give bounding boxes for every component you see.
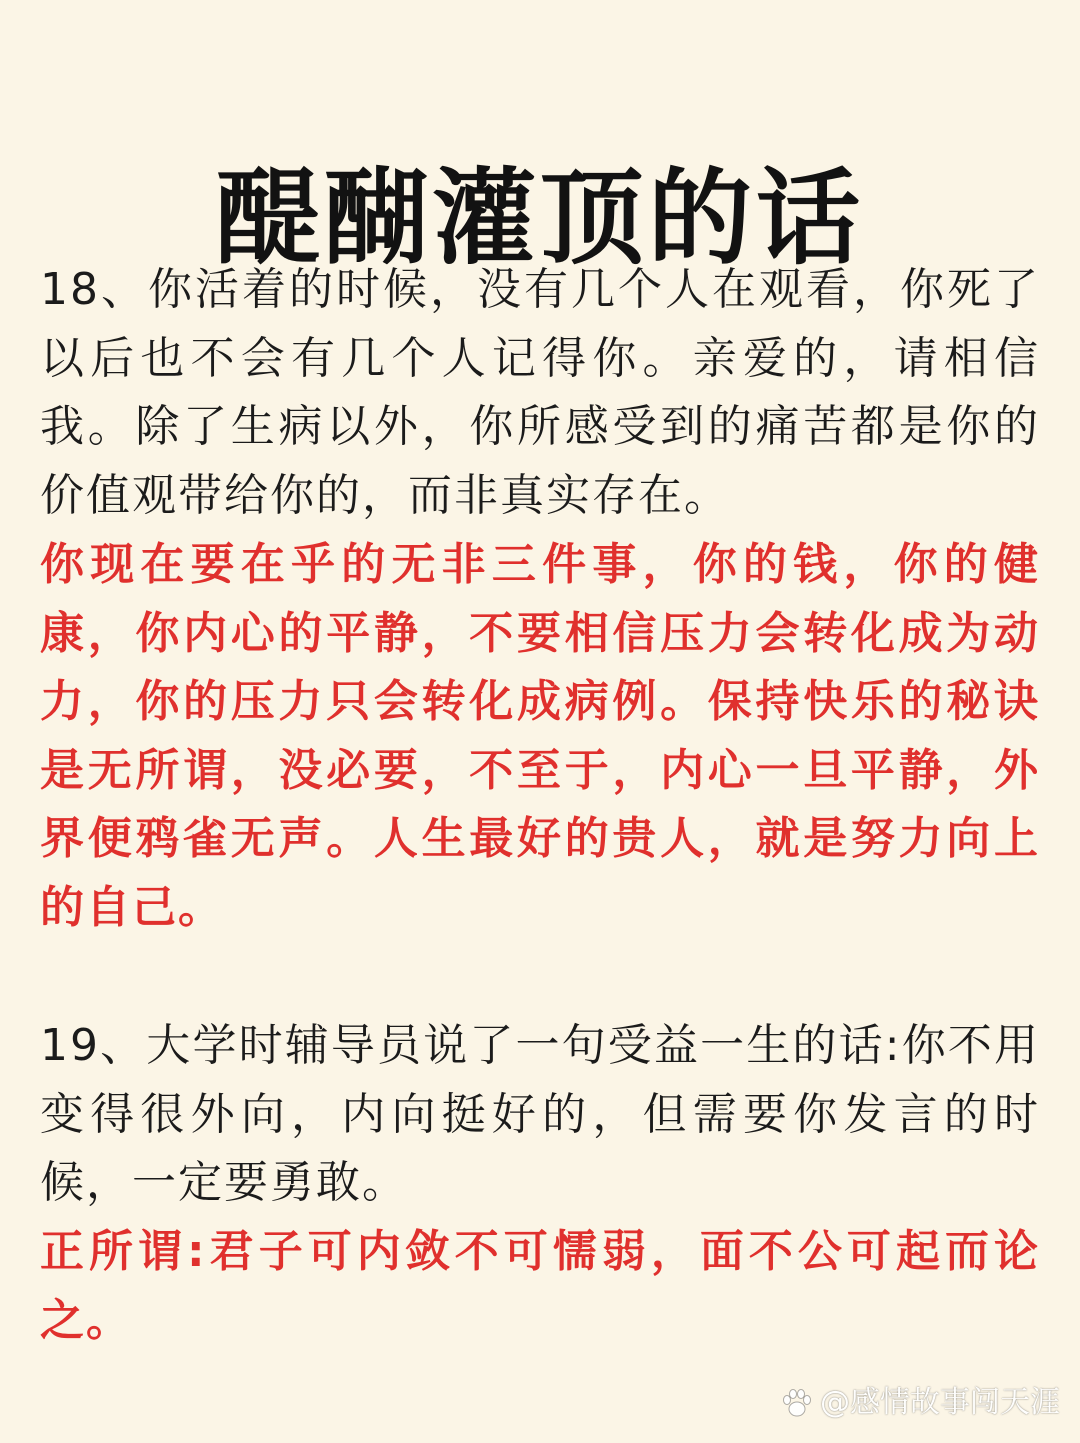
quote-19-text: 19、大学时辅导员说了一句受益一生的话:你不用变得很外向，内向挺好的，但需要你发言的时候，一定要勇敢。 (40, 1020, 1040, 1209)
quote-18-text: 18、你活着的时候，没有几个人在观看，你死了以后也不会有几个人记得你。亲爱的，请相信我。除了生病以外，你所感受到的痛苦都是你的价值观带给你的，而非真实存在。 (40, 264, 1040, 521)
quote-19-highlight: 正所谓:君子可内敛不可懦弱，面不公可起而论之。 (40, 1226, 1040, 1346)
paw-icon (780, 1386, 814, 1420)
watermark (780, 1385, 1060, 1421)
watermark-text: @感情故事闯天涯 (820, 1385, 1060, 1420)
page-title: 醍醐灌顶的话 (215, 156, 864, 279)
quote-18-highlight: 你现在要在乎的无非三件事，你的钱，你的健康，你内心的平静，不要相信压力会转化成为动力，你的压力只会转化成病例。保持快乐的秘诀是无所谓，没必要，不至于，内心一旦平静，外界便鸦雀无声。人生最好的贵人，就是努力向上的自己。 (40, 539, 1040, 933)
